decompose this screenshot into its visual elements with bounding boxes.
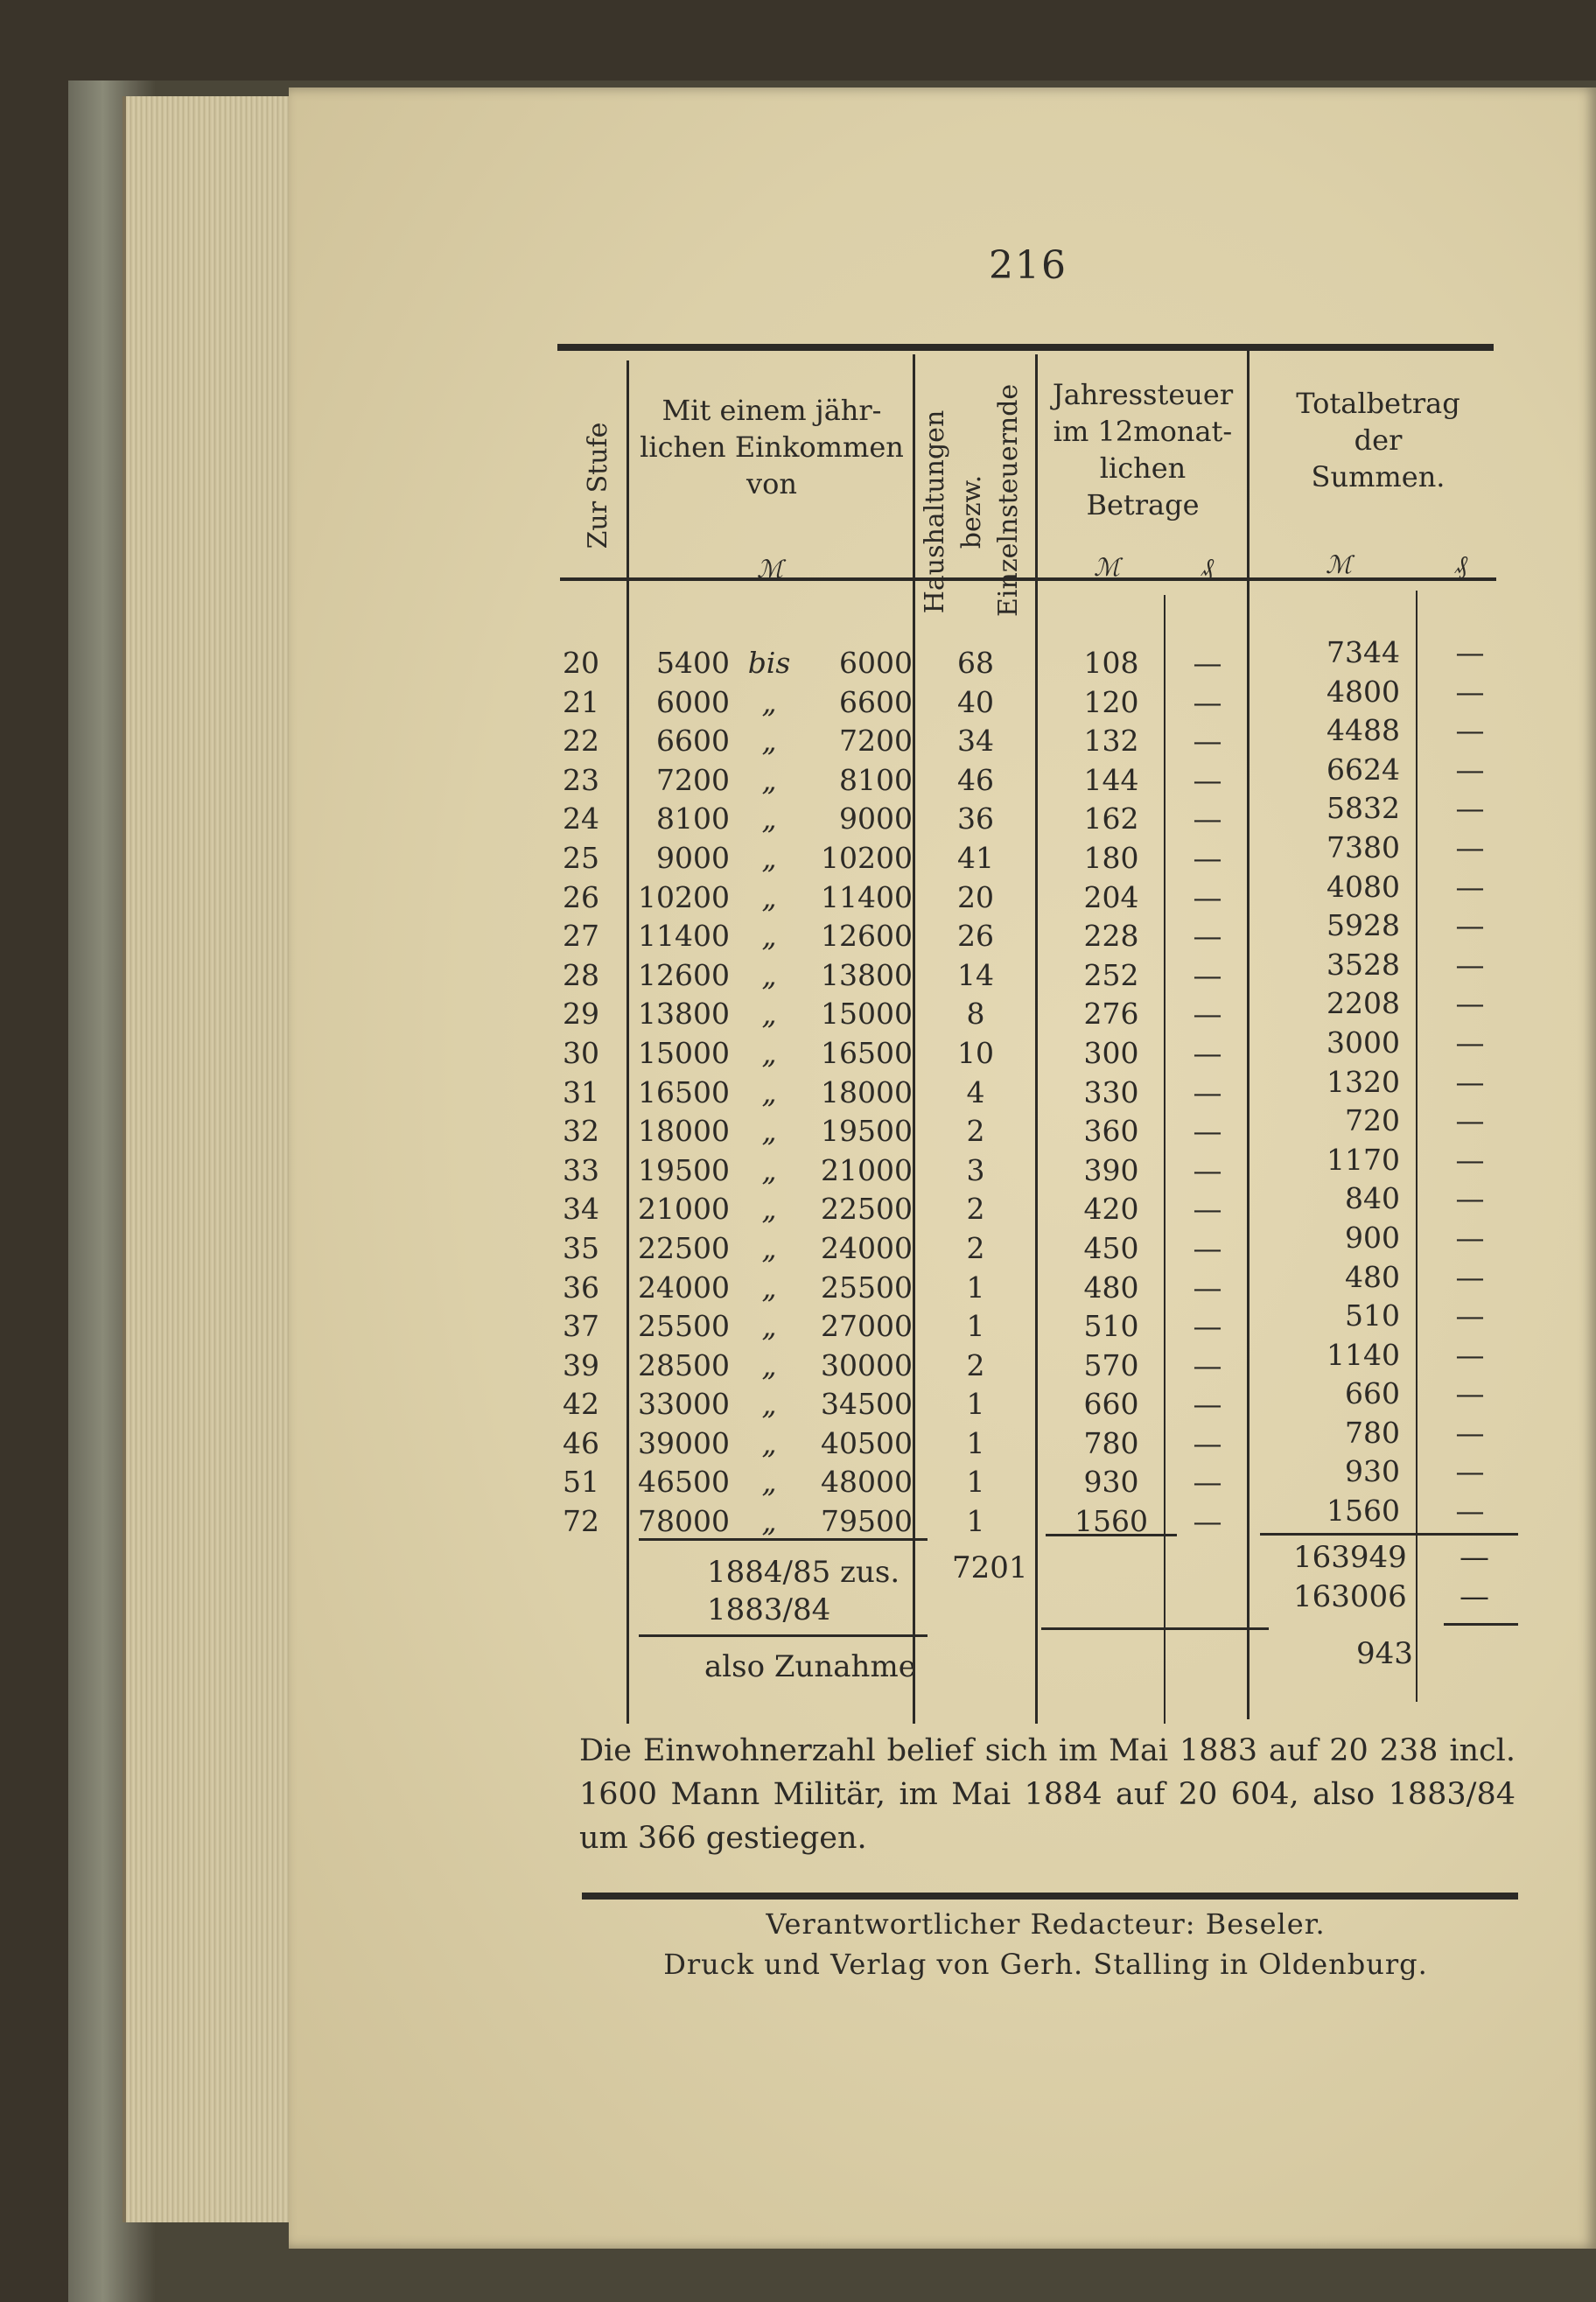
cell-einkommen-bis: 34500 — [821, 1387, 913, 1422]
cell-stufe: 22 — [563, 724, 599, 759]
cell-haushaltungen: 20 — [957, 879, 994, 914]
cell-einkommen-von: 28500 — [638, 1347, 730, 1382]
cell-einkommen-von: 22500 — [638, 1230, 730, 1265]
cell-haushaltungen: 3 — [966, 1152, 985, 1187]
header-jahressteuer — [1040, 376, 1246, 523]
cell-einkommen-von: 7200 — [656, 762, 730, 797]
cell-einkommen-von: 78000 — [638, 1504, 730, 1539]
cell-bis: „ — [761, 840, 777, 875]
cell-totalbetrag-pf: — — [1455, 791, 1485, 826]
cell-einkommen-von: 18000 — [638, 1114, 730, 1149]
cell-totalbetrag-pf: — — [1455, 635, 1485, 669]
header-jahressteuer-unit-pf: ₰ — [1201, 553, 1214, 582]
cell-jahressteuer: 300 — [1083, 1035, 1139, 1070]
anzahl-total: 7201 — [952, 1550, 1028, 1585]
cell-einkommen-bis: 21000 — [821, 1152, 913, 1187]
cell-haushaltungen: 68 — [957, 646, 994, 680]
cell-einkommen-bis: 11400 — [821, 879, 913, 914]
cell-stufe: 42 — [563, 1387, 599, 1422]
cell-einkommen-von: 33000 — [638, 1387, 730, 1422]
cell-stufe: 72 — [563, 1504, 599, 1539]
cell-haushaltungen: 2 — [966, 1347, 985, 1382]
footer-rule — [582, 1893, 1518, 1900]
cell-einkommen-von: 6600 — [656, 724, 730, 759]
cell-totalbetrag-pf: — — [1455, 713, 1485, 748]
cell-jahressteuer: 480 — [1083, 1270, 1139, 1305]
cell-einkommen-bis: 10200 — [821, 840, 913, 875]
cell-stufe: 28 — [563, 957, 599, 992]
footer-redacteur: Verantwortlicher Redacteur: Beseler. — [766, 1907, 1326, 1941]
header-einkommen-line1: Mit einem jähr- — [662, 394, 882, 427]
cell-einkommen-von: 24000 — [638, 1270, 730, 1305]
header-einkommen-line2: lichen Einkommen — [640, 430, 904, 464]
cell-einkommen-von: 6000 — [656, 684, 730, 719]
cell-bis: „ — [761, 1230, 777, 1265]
cell-stufe: 36 — [563, 1270, 599, 1305]
cell-jahressteuer: 252 — [1083, 957, 1139, 992]
cell-jahressteuer-pf: — — [1193, 1114, 1222, 1149]
cell-jahressteuer-pf: — — [1193, 997, 1222, 1032]
cell-bis: „ — [761, 1465, 777, 1500]
header-jahressteuer-line3: lichen — [1099, 451, 1186, 485]
cell-haushaltungen: 14 — [957, 957, 994, 992]
cell-stufe: 34 — [563, 1192, 599, 1227]
cell-totalbetrag-pf: — — [1455, 869, 1485, 904]
cell-stufe: 23 — [563, 762, 599, 797]
cell-jahressteuer: 330 — [1083, 1074, 1139, 1109]
cell-jahressteuer: 1560 — [1074, 1504, 1148, 1539]
cell-totalbetrag-pf: — — [1455, 908, 1485, 943]
cell-haushaltungen: 36 — [957, 801, 994, 836]
cell-einkommen-bis: 40500 — [821, 1425, 913, 1460]
cell-einkommen-bis: 22500 — [821, 1192, 913, 1227]
cell-einkommen-bis: 79500 — [821, 1504, 913, 1539]
cell-bis: „ — [761, 919, 777, 954]
cell-haushaltungen: 1 — [966, 1270, 985, 1305]
header-jahressteuer-unit-mark: ℳ — [1094, 553, 1120, 582]
cell-totalbetrag: 480 — [1345, 1259, 1400, 1294]
cell-totalbetrag-pf: — — [1455, 1376, 1485, 1411]
cell-einkommen-von: 25500 — [638, 1309, 730, 1344]
cell-einkommen-von: 8100 — [656, 801, 730, 836]
header-jahressteuer-line4: Betrage — [1086, 488, 1200, 521]
cell-bis: „ — [761, 724, 777, 759]
cell-totalbetrag: 510 — [1345, 1298, 1400, 1333]
cell-jahressteuer: 162 — [1083, 801, 1139, 836]
column-totalbetrag — [1278, 633, 1400, 1531]
cell-bis: „ — [761, 1152, 777, 1187]
cell-einkommen-bis: 27000 — [821, 1309, 913, 1344]
cell-haushaltungen: 1 — [966, 1309, 985, 1344]
cell-totalbetrag-pf: — — [1455, 1454, 1485, 1489]
header-haushaltungen-line3: Einzelnsteuernde — [993, 383, 1024, 617]
cell-einkommen-bis: 25500 — [821, 1270, 913, 1305]
column-einkommen-bis — [805, 644, 913, 1542]
header-totalbetrag-line3: Summen. — [1311, 460, 1446, 493]
cell-stufe: 51 — [563, 1465, 599, 1500]
cell-bis: „ — [761, 762, 777, 797]
page-number: 216 — [989, 243, 1068, 288]
cell-totalbetrag-pf: — — [1455, 1415, 1485, 1450]
header-totalbetrag-unit-pf: ₰ — [1455, 550, 1467, 579]
col-divider-3 — [1035, 354, 1038, 1724]
cell-totalbetrag-pf: — — [1455, 1494, 1485, 1529]
cell-einkommen-bis: 8100 — [839, 762, 913, 797]
cell-haushaltungen: 2 — [966, 1114, 985, 1149]
cell-bis: „ — [761, 1192, 777, 1227]
cell-totalbetrag: 5928 — [1326, 908, 1400, 943]
cell-bis: „ — [761, 1074, 777, 1109]
cell-totalbetrag: 4800 — [1326, 674, 1400, 709]
cell-haushaltungen: 10 — [957, 1035, 994, 1070]
cell-stufe: 33 — [563, 1152, 599, 1187]
cell-jahressteuer: 420 — [1083, 1192, 1139, 1227]
cell-einkommen-von: 19500 — [638, 1152, 730, 1187]
header-haushaltungen-line2: bezw. — [956, 474, 987, 549]
header-totalbetrag — [1260, 385, 1496, 495]
cell-totalbetrag-pf: — — [1455, 674, 1485, 709]
cell-einkommen-bis: 6600 — [839, 684, 913, 719]
header-jahressteuer-line2: im 12monat- — [1053, 415, 1233, 448]
cell-totalbetrag: 5832 — [1326, 791, 1400, 826]
cell-totalbetrag: 1320 — [1326, 1064, 1400, 1099]
cell-einkommen-von: 16500 — [638, 1074, 730, 1109]
label-zunahme: also Zunahme — [704, 1649, 916, 1684]
cell-totalbetrag: 1560 — [1326, 1494, 1400, 1529]
cell-einkommen-von: 11400 — [638, 919, 730, 954]
cell-einkommen-bis: 7200 — [839, 724, 913, 759]
cell-jahressteuer: 360 — [1083, 1114, 1139, 1149]
cell-jahressteuer-pf: — — [1193, 1270, 1222, 1305]
cell-einkommen-von: 13800 — [638, 997, 730, 1032]
cell-jahressteuer: 510 — [1083, 1309, 1139, 1344]
cell-bis: „ — [761, 1114, 777, 1149]
cell-haushaltungen: 40 — [957, 684, 994, 719]
cell-totalbetrag-pf: — — [1455, 752, 1485, 787]
cell-totalbetrag: 6624 — [1326, 752, 1400, 787]
cell-jahressteuer-pf: — — [1193, 684, 1222, 719]
footer-druck: Druck und Verlag von Gerh. Stalling in Oldenburg. — [663, 1948, 1428, 1981]
cell-einkommen-von: 12600 — [638, 957, 730, 992]
cell-jahressteuer-pf: — — [1193, 724, 1222, 759]
cell-jahressteuer-pf: — — [1193, 1309, 1222, 1344]
cell-einkommen-bis: 12600 — [821, 919, 913, 954]
cell-totalbetrag: 2208 — [1326, 986, 1400, 1021]
cell-haushaltungen: 1 — [966, 1504, 985, 1539]
cell-totalbetrag: 780 — [1345, 1415, 1400, 1450]
total-1884-pf: — — [1460, 1540, 1489, 1575]
cell-jahressteuer: 180 — [1083, 840, 1139, 875]
cell-jahressteuer: 276 — [1083, 997, 1139, 1032]
cell-totalbetrag: 3000 — [1326, 1025, 1400, 1060]
cell-jahressteuer-pf: — — [1193, 919, 1222, 954]
cell-jahressteuer-pf: — — [1193, 1192, 1222, 1227]
header-stufe: Zur Stufe — [583, 422, 613, 549]
cell-jahressteuer-pf: — — [1193, 879, 1222, 914]
cell-bis: bis — [747, 646, 791, 680]
cell-jahressteuer: 660 — [1083, 1387, 1139, 1422]
cell-jahressteuer-pf: — — [1193, 1230, 1222, 1265]
cell-jahressteuer-pf: — — [1193, 1465, 1222, 1500]
cell-stufe: 37 — [563, 1309, 599, 1344]
cell-haushaltungen: 1 — [966, 1425, 985, 1460]
header-einkommen — [632, 392, 912, 502]
header-einkommen-unit: ℳ — [757, 555, 783, 584]
zunahme-value: 943 — [1356, 1636, 1413, 1671]
cell-bis: „ — [761, 879, 777, 914]
cell-jahressteuer-pf: — — [1193, 1425, 1222, 1460]
cell-bis: „ — [761, 684, 777, 719]
cell-einkommen-bis: 24000 — [821, 1230, 913, 1265]
table-top-rule — [557, 344, 1494, 351]
cell-einkommen-bis: 19500 — [821, 1114, 913, 1149]
cell-einkommen-bis: 18000 — [821, 1074, 913, 1109]
cell-jahressteuer: 108 — [1083, 646, 1139, 680]
cell-jahressteuer: 228 — [1083, 919, 1139, 954]
cell-jahressteuer-pf: — — [1193, 1347, 1222, 1382]
header-totalbetrag-unit-mark: ℳ — [1326, 550, 1352, 579]
cell-jahressteuer: 132 — [1083, 724, 1139, 759]
header-haushaltungen-line1: Haushaltungen — [920, 409, 950, 614]
sum-rule-4 — [639, 1634, 928, 1637]
cell-haushaltungen: 34 — [957, 724, 994, 759]
cell-einkommen-von: 10200 — [638, 879, 730, 914]
total-1883-pf: — — [1460, 1579, 1489, 1614]
cell-haushaltungen: 4 — [966, 1074, 985, 1109]
cell-einkommen-bis: 15000 — [821, 997, 913, 1032]
cell-jahressteuer-pf: — — [1193, 1035, 1222, 1070]
column-totalbetrag-pf — [1435, 633, 1505, 1531]
cell-totalbetrag: 660 — [1345, 1376, 1400, 1411]
cell-einkommen-von: 5400 — [656, 646, 730, 680]
cell-jahressteuer-pf: — — [1193, 840, 1222, 875]
cell-jahressteuer: 930 — [1083, 1465, 1139, 1500]
column-jahressteuer — [1059, 644, 1164, 1542]
col-divider-4 — [1247, 350, 1250, 1719]
cell-totalbetrag: 4080 — [1326, 869, 1400, 904]
label-1883: 1883/84 — [707, 1592, 831, 1627]
cell-totalbetrag: 3528 — [1326, 947, 1400, 982]
sum-rule-6 — [1444, 1623, 1518, 1626]
cell-haushaltungen: 2 — [966, 1192, 985, 1227]
cell-totalbetrag-pf: — — [1455, 1142, 1485, 1177]
cell-bis: „ — [761, 1309, 777, 1344]
cell-stufe: 25 — [563, 840, 599, 875]
column-haushaltungen — [928, 644, 1024, 1542]
cell-jahressteuer: 450 — [1083, 1230, 1139, 1265]
cell-totalbetrag-pf: — — [1455, 1259, 1485, 1294]
cell-einkommen-bis: 9000 — [839, 801, 913, 836]
cell-stufe: 24 — [563, 801, 599, 836]
cell-bis: „ — [761, 801, 777, 836]
header-totalbetrag-line1: Totalbetrag — [1296, 387, 1460, 420]
cell-totalbetrag: 930 — [1345, 1454, 1400, 1489]
cell-totalbetrag-pf: — — [1455, 1103, 1485, 1138]
cell-einkommen-von: 46500 — [638, 1465, 730, 1500]
cell-haushaltungen: 46 — [957, 762, 994, 797]
cell-jahressteuer-pf: — — [1193, 957, 1222, 992]
cell-einkommen-bis: 16500 — [821, 1035, 913, 1070]
cell-totalbetrag: 720 — [1345, 1103, 1400, 1138]
cell-bis: „ — [761, 1035, 777, 1070]
sum-rule-3 — [1260, 1533, 1518, 1536]
cell-totalbetrag: 7344 — [1326, 635, 1400, 669]
col-divider-1 — [626, 360, 629, 1724]
cell-haushaltungen: 1 — [966, 1465, 985, 1500]
cell-stufe: 26 — [563, 879, 599, 914]
cell-totalbetrag-pf: — — [1455, 1220, 1485, 1255]
cell-jahressteuer-pf: — — [1193, 646, 1222, 680]
col-divider-2 — [913, 354, 915, 1724]
cell-bis: „ — [761, 1387, 777, 1422]
cell-totalbetrag: 840 — [1345, 1181, 1400, 1216]
cell-bis: „ — [761, 997, 777, 1032]
cell-totalbetrag: 900 — [1345, 1220, 1400, 1255]
cell-stufe: 21 — [563, 684, 599, 719]
cell-stufe: 29 — [563, 997, 599, 1032]
cell-stufe: 35 — [563, 1230, 599, 1265]
column-stufe — [563, 644, 624, 1542]
cell-bis: „ — [761, 957, 777, 992]
cell-jahressteuer: 570 — [1083, 1347, 1139, 1382]
header-einkommen-line3: von — [746, 467, 797, 500]
cell-stufe: 27 — [563, 919, 599, 954]
cell-haushaltungen: 2 — [966, 1230, 985, 1265]
column-jahressteuer-pf — [1172, 644, 1242, 1542]
cell-einkommen-von: 9000 — [656, 840, 730, 875]
column-bis — [742, 644, 796, 1542]
cell-stufe: 32 — [563, 1114, 599, 1149]
population-paragraph: Die Einwohnerzahl belief sich im Mai 1883 auf 20 238 incl. 1600 Mann Militär, im Mai 1884 auf 20 604, also 1883/84 um 366 gestiegen. — [579, 1733, 1516, 1856]
cell-einkommen-von: 21000 — [638, 1192, 730, 1227]
cell-totalbetrag-pf: — — [1455, 1025, 1485, 1060]
cell-totalbetrag-pf: — — [1455, 1337, 1485, 1372]
cell-stufe: 20 — [563, 646, 599, 680]
header-haushaltungen — [917, 383, 1031, 617]
total-1884: 163949 — [1293, 1540, 1407, 1575]
total-1883: 163006 — [1293, 1579, 1407, 1614]
cell-jahressteuer: 780 — [1083, 1425, 1139, 1460]
cell-einkommen-bis: 6000 — [839, 646, 913, 680]
cell-haushaltungen: 41 — [957, 840, 994, 875]
cell-totalbetrag-pf: — — [1455, 1064, 1485, 1099]
header-totalbetrag-line2: der — [1354, 423, 1403, 457]
cell-einkommen-von: 15000 — [638, 1035, 730, 1070]
cell-jahressteuer: 204 — [1083, 879, 1139, 914]
cell-stufe: 39 — [563, 1347, 599, 1382]
cell-totalbetrag-pf: — — [1455, 829, 1485, 864]
cell-jahressteuer-pf: — — [1193, 1387, 1222, 1422]
cell-jahressteuer-pf: — — [1193, 1152, 1222, 1187]
cell-haushaltungen: 26 — [957, 919, 994, 954]
cell-stufe: 31 — [563, 1074, 599, 1109]
header-jahressteuer-line1: Jahressteuer — [1052, 378, 1234, 411]
cell-totalbetrag-pf: — — [1455, 947, 1485, 982]
cell-bis: „ — [761, 1504, 777, 1539]
cell-haushaltungen: 1 — [966, 1387, 985, 1422]
cell-totalbetrag-pf: — — [1455, 986, 1485, 1021]
cell-einkommen-bis: 30000 — [821, 1347, 913, 1382]
col-divider-steuer-pf — [1164, 595, 1166, 1724]
cell-totalbetrag: 7380 — [1326, 829, 1400, 864]
cell-bis: „ — [761, 1270, 777, 1305]
cell-totalbetrag: 4488 — [1326, 713, 1400, 748]
cell-jahressteuer-pf: — — [1193, 1074, 1222, 1109]
cell-jahressteuer: 144 — [1083, 762, 1139, 797]
cell-jahressteuer: 390 — [1083, 1152, 1139, 1187]
column-einkommen-von — [632, 644, 730, 1542]
cell-totalbetrag-pf: — — [1455, 1181, 1485, 1216]
cell-jahressteuer-pf: — — [1193, 801, 1222, 836]
cell-jahressteuer: 120 — [1083, 684, 1139, 719]
label-1884: 1884/85 zus. — [707, 1555, 900, 1590]
sum-rule-5 — [1041, 1627, 1269, 1630]
cell-stufe: 46 — [563, 1425, 599, 1460]
cell-einkommen-bis: 48000 — [821, 1465, 913, 1500]
cell-haushaltungen: 8 — [966, 997, 985, 1032]
cell-stufe: 30 — [563, 1035, 599, 1070]
cell-bis: „ — [761, 1347, 777, 1382]
cell-totalbetrag-pf: — — [1455, 1298, 1485, 1333]
cell-totalbetrag: 1140 — [1326, 1337, 1400, 1372]
cell-einkommen-bis: 13800 — [821, 957, 913, 992]
cell-jahressteuer-pf: — — [1193, 1504, 1222, 1539]
cell-bis: „ — [761, 1425, 777, 1460]
cell-jahressteuer-pf: — — [1193, 762, 1222, 797]
cell-einkommen-von: 39000 — [638, 1425, 730, 1460]
cell-totalbetrag: 1170 — [1326, 1142, 1400, 1177]
